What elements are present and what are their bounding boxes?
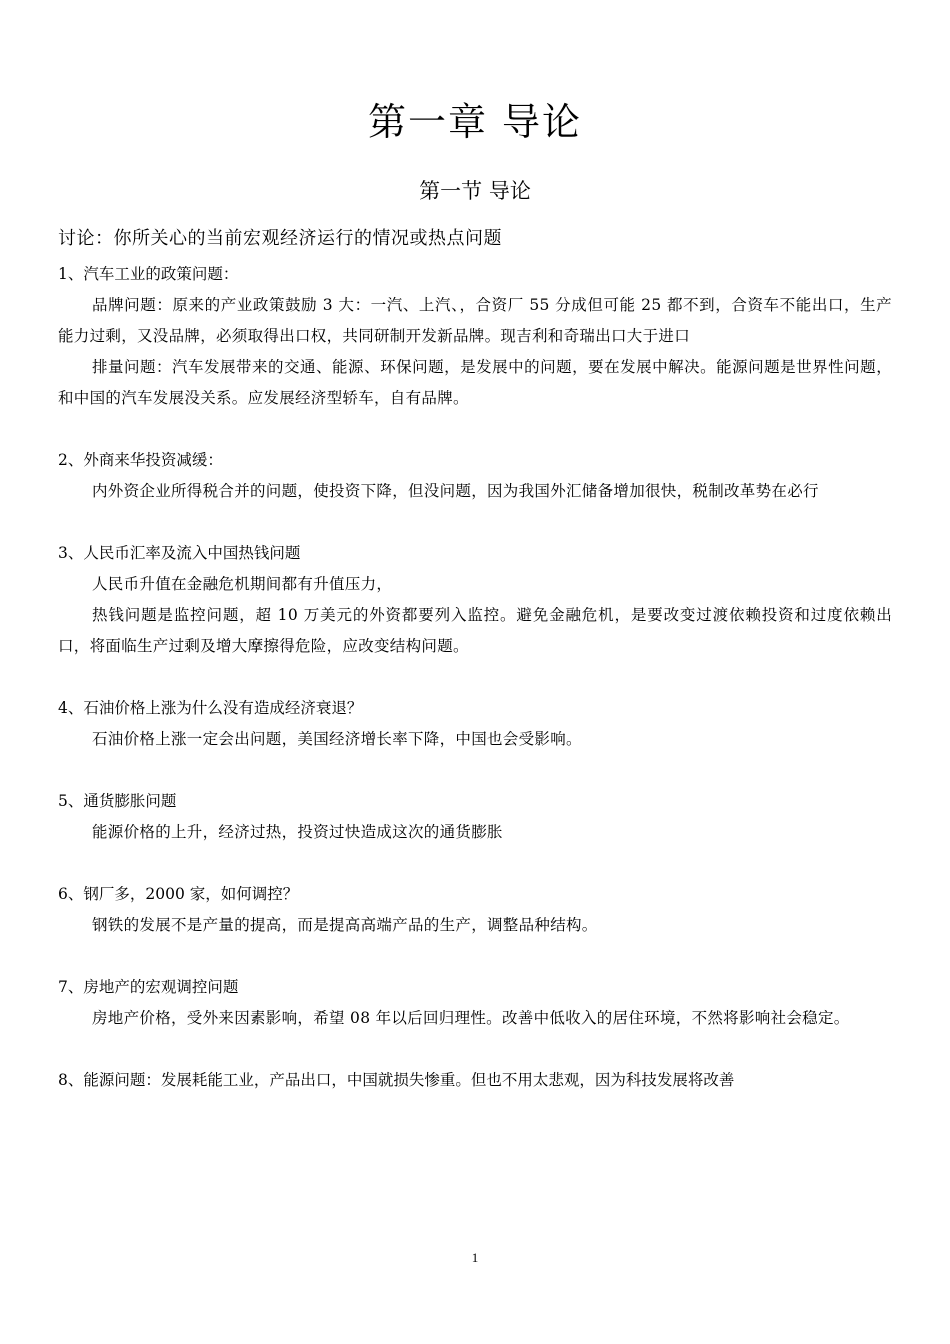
document-body [58,226,892,1096]
topic-paragraph: 石油价格上涨一定会出问题，美国经济增长率下降，中国也会受影响。 [92,730,582,748]
topic-paragraph: 热钱问题是监控问题，超 10 万美元的外资都要列入监控。避免金融危机，是要改变过渡依赖投资和过度依赖出口，将面临生产过剩及增大摩擦得危险，应改变结构问题。 [58,606,892,655]
topic-heading: 1、汽车工业的政策问题： [58,265,239,283]
section-title: 第一节 导论 [419,179,531,203]
topic-heading: 8、能源问题：发展耗能工业，产品出口，中国就损失惨重。但也不用太悲观，因为科技发展将改善 [58,1071,735,1089]
topic-heading: 6、钢厂多，2000 家，如何调控？ [58,885,299,903]
topic-paragraph: 钢铁的发展不是产量的提高，而是提高高端产品的生产，调整品种结构。 [92,916,598,934]
topic-heading: 5、通货膨胀问题 [58,792,177,810]
topic-heading: 2、外商来华投资减缓： [58,451,223,469]
topic-4 [58,692,892,755]
discussion-prompt: 讨论：你所关心的当前宏观经济运行的情况或热点问题 [58,228,502,249]
topic-paragraph: 品牌问题：原来的产业政策鼓励 3 大：一汽、上汽、，合资厂 55 分成但可能 25 都不到，合资车不能出口，生产能力过剩，又没品牌，必须取得出口权，共同研制开发新品牌。现吉利和奇瑞出口大于进口 [58,296,892,345]
topic-1 [58,258,892,414]
topic-3 [58,537,892,662]
topic-5 [58,785,892,848]
topic-6 [58,878,892,941]
topic-heading: 7、房地产的宏观调控问题 [58,978,239,996]
topic-2 [58,444,892,507]
chapter-title: 第一章 导论 [367,100,583,144]
topic-paragraph: 房地产价格，受外来因素影响，希望 08 年以后回归理性。改善中低收入的居住环境，不然将影响社会稳定。 [92,1009,850,1027]
topic-paragraph: 内外资企业所得税合并的问题，使投资下降，但没问题，因为我国外汇储备增加很快，税制改革势在必行 [92,482,819,500]
topic-paragraph: 排量问题：汽车发展带来的交通、能源、环保问题，是发展中的问题，要在发展中解决。能源问题是世界性问题，和中国的汽车发展没关系。应发展经济型轿车，自有品牌。 [58,358,892,407]
topic-7 [58,971,892,1034]
topic-8 [58,1064,892,1096]
page-number: 1 [471,1250,479,1265]
topic-heading: 3、人民币汇率及流入中国热钱问题 [58,544,301,562]
topic-heading: 4、石油价格上涨为什么没有造成经济衰退？ [58,699,363,717]
topic-paragraph: 能源价格的上升，经济过热，投资过快造成这次的通货膨胀 [92,823,503,841]
topic-paragraph: 人民币升值在金融危机期间都有升值压力， [92,575,393,593]
